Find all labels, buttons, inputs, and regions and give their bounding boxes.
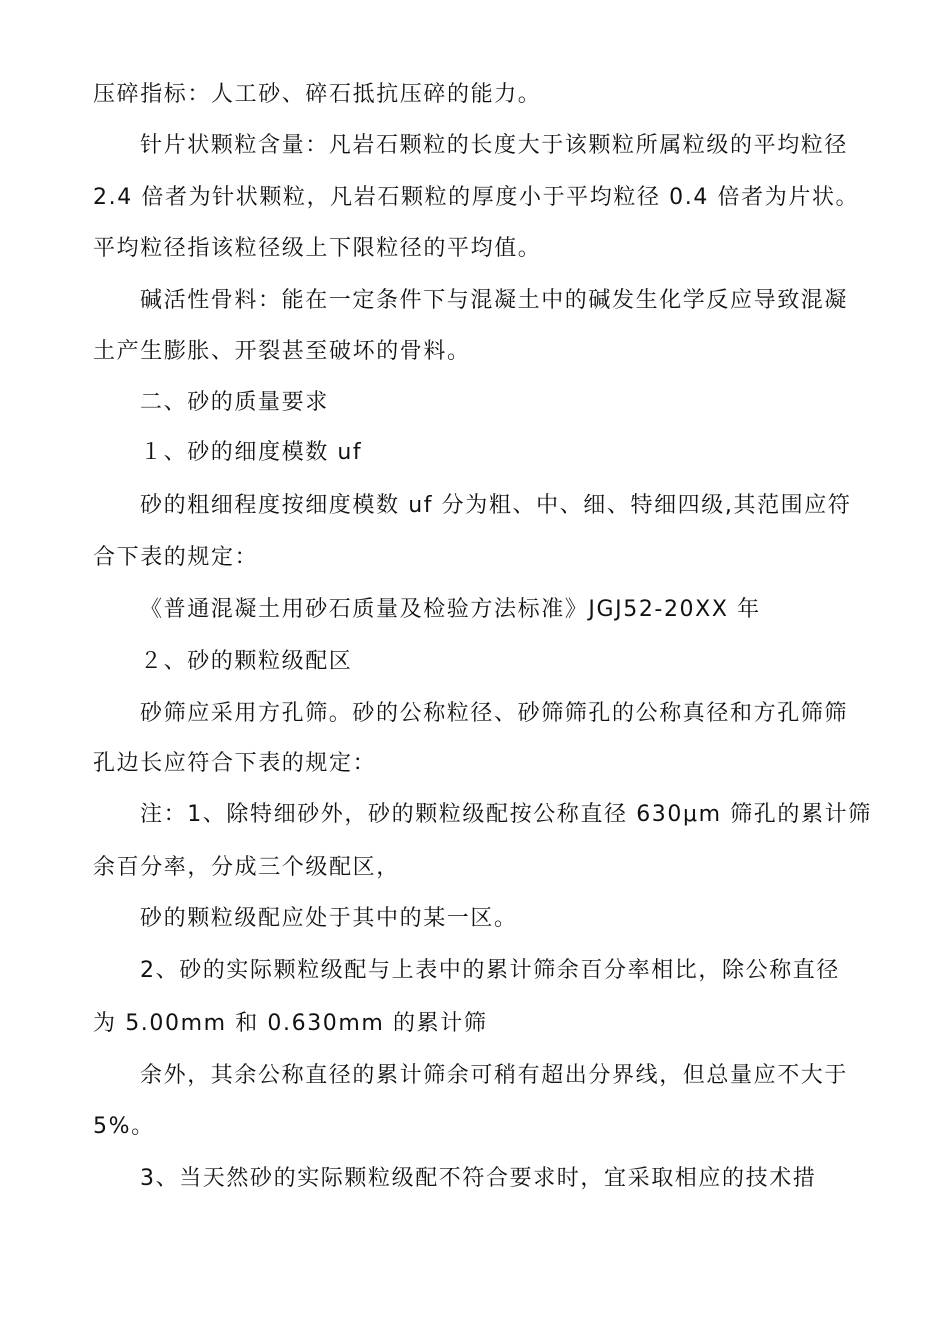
text-line: 针片状颗粒含量：凡岩石颗粒的长度大于该颗粒所属粒级的平均粒径 [140, 133, 849, 158]
text-line: 孔边长应符合下表的规定： [93, 751, 377, 776]
subsection-heading: ２、砂的颗粒级配区 [140, 649, 353, 674]
text-line: 土产生膨胀、开裂甚至破坏的骨料。 [93, 339, 471, 364]
text-line: 2.4 倍者为针状颗粒，凡岩石颗粒的厚度小于平均粒径 0.4 倍者为片状。 [93, 185, 860, 210]
note-line: 2、砂的实际颗粒级配与上表中的累计筛余百分率相比，除公称直径 [140, 958, 840, 983]
text-line: 合下表的规定： [93, 545, 259, 570]
text-line: 碱活性骨料：能在一定条件下与混凝土中的碱发生化学反应导致混凝 [140, 288, 849, 313]
note-line: 3、当天然砂的实际颗粒级配不符合要求时，宜采取相应的技术措 [140, 1166, 817, 1191]
note-line: 余百分率，分成三个级配区， [93, 855, 400, 880]
subsection-heading: １、砂的细度模数 uf [140, 440, 363, 465]
section-heading: 二、砂的质量要求 [140, 390, 329, 415]
text-line: 压碎指标：人工砂、碎石抵抗压碎的能力。 [93, 82, 542, 107]
note-line: 余外，其余公称直径的累计筛余可稍有超出分界线，但总量应不大于 [140, 1063, 849, 1088]
note-line: 砂的颗粒级配应处于其中的某一区。 [140, 906, 518, 931]
note-line: 5%。 [93, 1114, 155, 1139]
standard-reference: 《普通混凝土用砂石质量及检验方法标准》JGJ52-20XX 年 [140, 597, 761, 622]
text-line: 砂的粗细程度按细度模数 uf 分为粗、中、细、特细四级,其范围应符 [140, 493, 852, 518]
note-line: 为 5.00mm 和 0.630mm 的累计筛 [93, 1011, 488, 1036]
text-line: 平均粒径指该粒径级上下限粒径的平均值。 [93, 236, 542, 261]
note-line: 注：1、除特细砂外，砂的颗粒级配按公称直径 630μm 筛孔的累计筛 [140, 802, 872, 827]
text-line: 砂筛应采用方孔筛。砂的公称粒径、砂筛筛孔的公称真径和方孔筛筛 [140, 701, 849, 726]
